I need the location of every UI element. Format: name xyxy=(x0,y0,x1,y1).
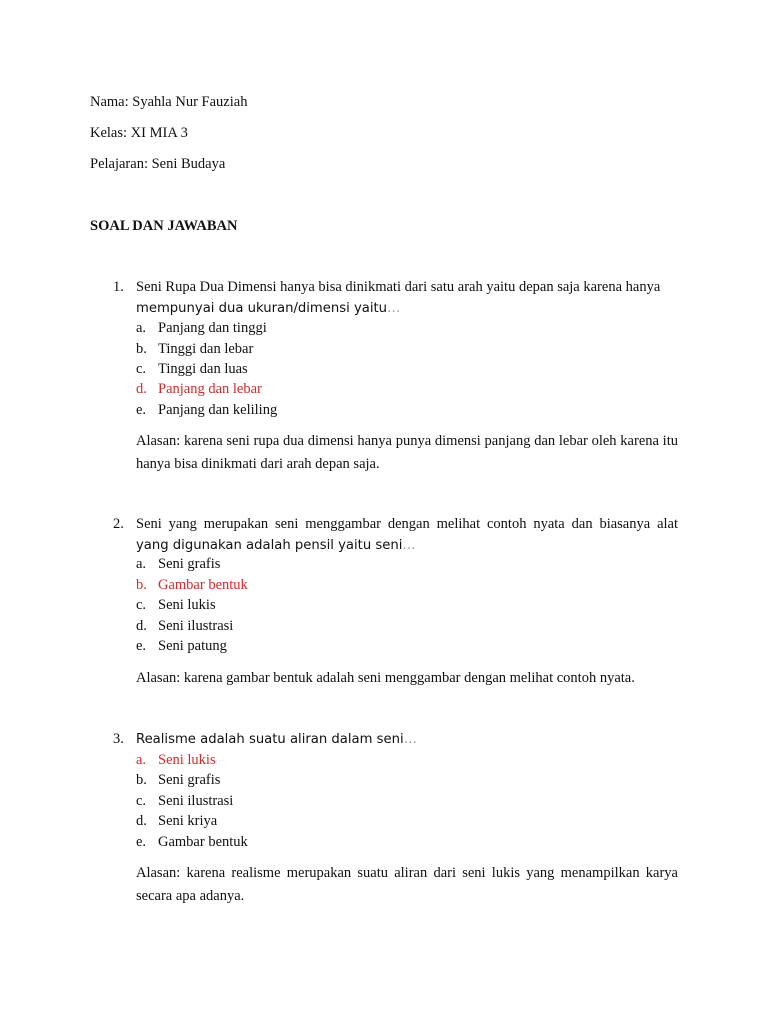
option-text: Panjang dan lebar xyxy=(158,381,262,397)
question-3-option-c xyxy=(136,791,233,811)
question-2-option-c xyxy=(136,595,216,615)
option-letter: b. xyxy=(136,341,147,357)
question-1-option-b xyxy=(136,339,253,359)
option-text: Seni kriya xyxy=(158,813,218,829)
question-2-reason: Alasan: karena gambar bentuk adalah seni menggambar dengan melihat contoh nyata. xyxy=(136,670,635,686)
question-2-option-e xyxy=(136,636,227,656)
option-text: Seni grafis xyxy=(158,772,221,788)
question-2-text xyxy=(136,514,678,556)
option-letter: b. xyxy=(136,772,147,788)
question-3-text-content: Realisme adalah suatu aliran dalam seni xyxy=(136,732,404,747)
option-letter: d. xyxy=(136,618,147,634)
option-letter: e. xyxy=(136,834,147,850)
option-letter: a. xyxy=(136,556,147,572)
question-2-number: 2. xyxy=(113,516,124,532)
question-1-reason: Alasan: karena seni rupa dua dimensi hanya punya dimensi panjang dan lebar oleh karena itu hanya bisa dinikmati dari arah depan saja. xyxy=(136,433,678,472)
question-1-ellipsis: … xyxy=(387,300,401,316)
option-letter: e. xyxy=(136,638,147,654)
question-1-text-line2 xyxy=(136,298,678,320)
question-2-text-line2-content: yang digunakan adalah pensil yaitu seni xyxy=(136,537,403,553)
question-2-option-a xyxy=(136,554,220,574)
option-letter: c. xyxy=(136,597,147,613)
question-3-text-line1 xyxy=(136,729,678,751)
question-1-option-c xyxy=(136,359,248,379)
question-3-ellipsis: … xyxy=(403,732,417,747)
question-1-option-d-correct xyxy=(136,379,262,399)
option-letter: d. xyxy=(136,381,147,397)
option-letter: c. xyxy=(136,793,147,809)
option-text: Tinggi dan lebar xyxy=(158,341,254,357)
option-text: Seni lukis xyxy=(158,597,216,613)
question-2-ellipsis: … xyxy=(402,537,416,553)
option-text: Seni ilustrasi xyxy=(158,793,234,809)
subject: Pelajaran: Seni Budaya xyxy=(90,156,226,172)
student-class: Kelas: XI MIA 3 xyxy=(90,125,188,141)
question-3-option-b xyxy=(136,770,220,790)
option-text: Seni ilustrasi xyxy=(158,618,234,634)
option-letter: c. xyxy=(136,361,147,377)
option-text: Seni lukis xyxy=(158,752,216,768)
question-2-text-line1: Seni yang merupakan seni menggambar dengan melihat contoh nyata dan biasanya alat xyxy=(136,516,678,532)
option-text: Panjang dan keliling xyxy=(158,402,278,418)
question-2-text-line2 xyxy=(136,535,678,557)
student-name: Nama: Syahla Nur Fauziah xyxy=(90,94,248,110)
question-2-option-d xyxy=(136,616,233,636)
option-letter: a. xyxy=(136,752,147,768)
option-text: Seni grafis xyxy=(158,556,221,572)
option-text: Tinggi dan luas xyxy=(158,361,248,377)
option-text: Gambar bentuk xyxy=(158,577,248,593)
question-3-reason: Alasan: karena realisme merupakan suatu aliran dari seni lukis yang menampilkan karya secara apa adanya. xyxy=(136,865,678,904)
option-letter: d. xyxy=(136,813,147,829)
question-1-text-line2-content: mempunyai dua ukuran/dimensi yaitu xyxy=(136,300,388,316)
question-1-option-e xyxy=(136,400,277,420)
question-3-option-e xyxy=(136,832,248,852)
question-3-number: 3. xyxy=(113,731,124,747)
option-letter: e. xyxy=(136,402,147,418)
question-3-option-d xyxy=(136,811,217,831)
question-1-number: 1. xyxy=(113,279,124,295)
question-1-text xyxy=(136,277,678,319)
question-1-text-line1: Seni Rupa Dua Dimensi hanya bisa dinikmati dari satu arah yaitu depan saja karena hanya xyxy=(136,279,661,295)
option-text: Gambar bentuk xyxy=(158,834,248,850)
question-2-option-b-correct xyxy=(136,575,248,595)
question-1-option-a xyxy=(136,318,267,338)
option-letter: b. xyxy=(136,577,147,593)
option-text: Panjang dan tinggi xyxy=(158,320,267,336)
option-letter: a. xyxy=(136,320,147,336)
question-3-text xyxy=(136,729,678,751)
question-3-option-a-correct xyxy=(136,750,216,770)
option-text: Seni patung xyxy=(158,638,227,654)
page-title: SOAL DAN JAWABAN xyxy=(90,218,238,234)
